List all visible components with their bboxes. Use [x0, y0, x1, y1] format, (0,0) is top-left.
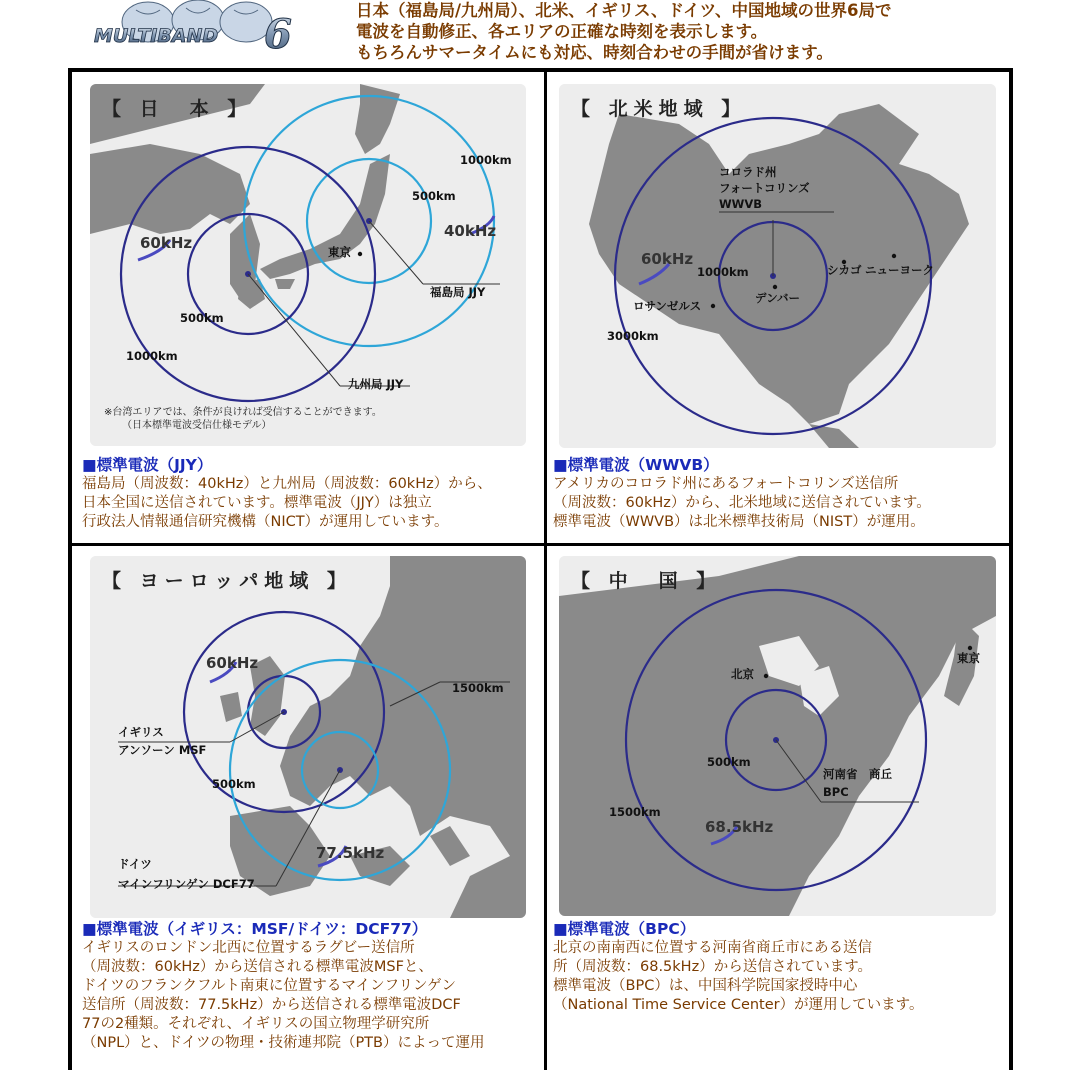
japan-40khz-label: 40kHz: [444, 222, 497, 240]
china-panel: [547, 546, 1009, 1070]
eu-500km-label: 500km: [212, 777, 256, 791]
multiband6-logo: [86, 0, 326, 56]
japan-desc-line: 日本全国に送信されています。標準電波（JJY）は独立: [82, 495, 432, 511]
eu-desc-line: 77の2種類。それぞれ、イギリスの国立物理学研究所: [82, 1016, 430, 1032]
cn-1500km-label: 1500km: [609, 805, 661, 819]
japan-title: 【 日 本 】: [102, 98, 253, 120]
na-la-label: ロサンゼルス: [633, 299, 702, 313]
japan-desc-line: 福島局（周波数：40kHz）と九州局（周波数：60kHz）から、: [82, 476, 492, 492]
eu-description: [82, 920, 485, 1053]
japan-60khz-label: 60kHz: [140, 234, 193, 252]
eu-anthorn-label: アンソーン MSF: [118, 743, 207, 757]
japan-500km-left-label: 500km: [180, 311, 224, 325]
cn-desc-line: 所（周波数：68.5kHz）から送信されています。: [553, 959, 873, 975]
eu-1500km-label: 1500km: [452, 681, 504, 695]
na-1000km-label: 1000km: [697, 265, 749, 279]
cn-desc-line: 標準電波（BPC）は、中国科学院国家授時中心: [553, 978, 858, 994]
eu-desc-line: イギリスのロンドン北西に位置するラグビー送信所: [82, 940, 415, 956]
eu-germany-label: ドイツ: [118, 857, 152, 871]
eu-desc-line: （NPL）と、ドイツの物理・技術連邦院（PTB）によって運用: [82, 1035, 485, 1051]
na-fortcollins-label: フォートコリンズ: [719, 181, 810, 195]
na-3000km-label: 3000km: [607, 329, 659, 343]
japan-tokyo-label: 東京: [328, 245, 351, 259]
japan-desc-line: 行政法人情報通信研究機構（NICT）が運用しています。: [82, 514, 449, 530]
header-line: 電波を自動修正、各エリアの正確な時刻を表示します。: [356, 22, 768, 41]
cn-500km-label: 500km: [707, 755, 751, 769]
header-line: もちろんサマータイムにも対応、時刻合わせの手間が省けます。: [356, 43, 833, 62]
japan-note-line: ※台湾エリアでは、条件が良ければ受信することができます。: [104, 407, 382, 418]
na-60khz-label: 60kHz: [641, 250, 694, 268]
header-line: 日本（福島局/九州局）、北米、イギリス、ドイツ、中国地域の世界6局で: [356, 1, 892, 20]
svg-text:MULTIBAND: MULTIBAND: [94, 25, 219, 47]
japan-fukushima-label: 福島局 JJY: [430, 285, 486, 299]
cn-desc-line: （National Time Service Center）が運用しています。: [553, 997, 924, 1013]
na-colorado-label: コロラド州: [719, 165, 777, 179]
europe-map: [90, 556, 526, 918]
japan-1000km-top-label: 1000km: [460, 153, 512, 167]
cn-68-5khz-label: 68.5kHz: [705, 818, 774, 836]
na-newyork-label: ニューヨーク: [865, 263, 934, 277]
cn-description: [553, 920, 923, 1015]
eu-mainflingen-label: マインフリンゲン DCF77: [118, 877, 255, 891]
na-denver-label: デンバー: [755, 291, 800, 305]
cn-tokyo-label: 東京: [957, 651, 980, 665]
europe-title: 【 ヨーロッパ地域 】: [102, 570, 352, 592]
north-america-title: 【 北米地域 】: [571, 98, 747, 120]
header-text: [356, 0, 1066, 63]
japan-note: [104, 406, 382, 432]
na-wwvb-label: WWVB: [719, 197, 763, 211]
japan-desc-title: ■標準電波（JJY）: [82, 456, 213, 474]
japan-kyushu-label: 九州局 JJY: [348, 377, 404, 391]
china-map: [559, 556, 996, 916]
cn-desc-title: ■標準電波（BPC）: [553, 920, 696, 938]
japan-1000km-left-label: 1000km: [126, 349, 178, 363]
na-desc-line: 標準電波（WWVB）は北米標準技術局（NIST）が運用。: [553, 514, 925, 530]
japan-500km-top-label: 500km: [412, 189, 456, 203]
japan-description: [82, 456, 492, 532]
eu-60khz-label: 60kHz: [206, 654, 259, 672]
header: [0, 0, 1080, 70]
svg-text:6: 6: [264, 11, 292, 56]
cn-beijing-label: 北京: [731, 667, 754, 681]
eu-desc-line: ドイツのフランクフルト南東に位置するマインフリンゲン: [82, 978, 456, 994]
japan-panel: [72, 72, 544, 543]
cn-henan-label: 河南省 商丘: [823, 767, 892, 781]
cn-bpc-label: BPC: [823, 785, 849, 799]
japan-map: [90, 84, 526, 446]
eu-desc-line: 送信所（周波数：77.5kHz）から送信される標準電波DCF: [82, 997, 461, 1013]
china-title: 【 中 国 】: [571, 570, 722, 592]
na-description: [553, 456, 931, 532]
europe-panel: [72, 546, 544, 1070]
na-desc-title: ■標準電波（WWVB）: [553, 456, 719, 474]
north-america-panel: [547, 72, 1009, 543]
eu-desc-line: （周波数：60kHz）から送信される標準電波MSFと、: [82, 959, 433, 975]
eu-77-5khz-label: 77.5kHz: [316, 844, 385, 862]
na-chicago-label: シカゴ: [827, 263, 862, 277]
eu-desc-title: ■標準電波（イギリス：MSF/ドイツ：DCF77）: [82, 920, 428, 938]
na-desc-line: （周波数：60kHz）から、北米地域に送信されています。: [553, 495, 931, 511]
eu-uk-label: イギリス: [118, 725, 164, 739]
cn-desc-line: 北京の南南西に位置する河南省商丘市にある送信: [553, 940, 872, 956]
na-desc-line: アメリカのコロラド州にあるフォートコリンズ送信所: [553, 476, 899, 492]
japan-note-line: （日本標準電波受信仕様モデル）: [122, 420, 272, 431]
north-america-map: [559, 84, 996, 448]
